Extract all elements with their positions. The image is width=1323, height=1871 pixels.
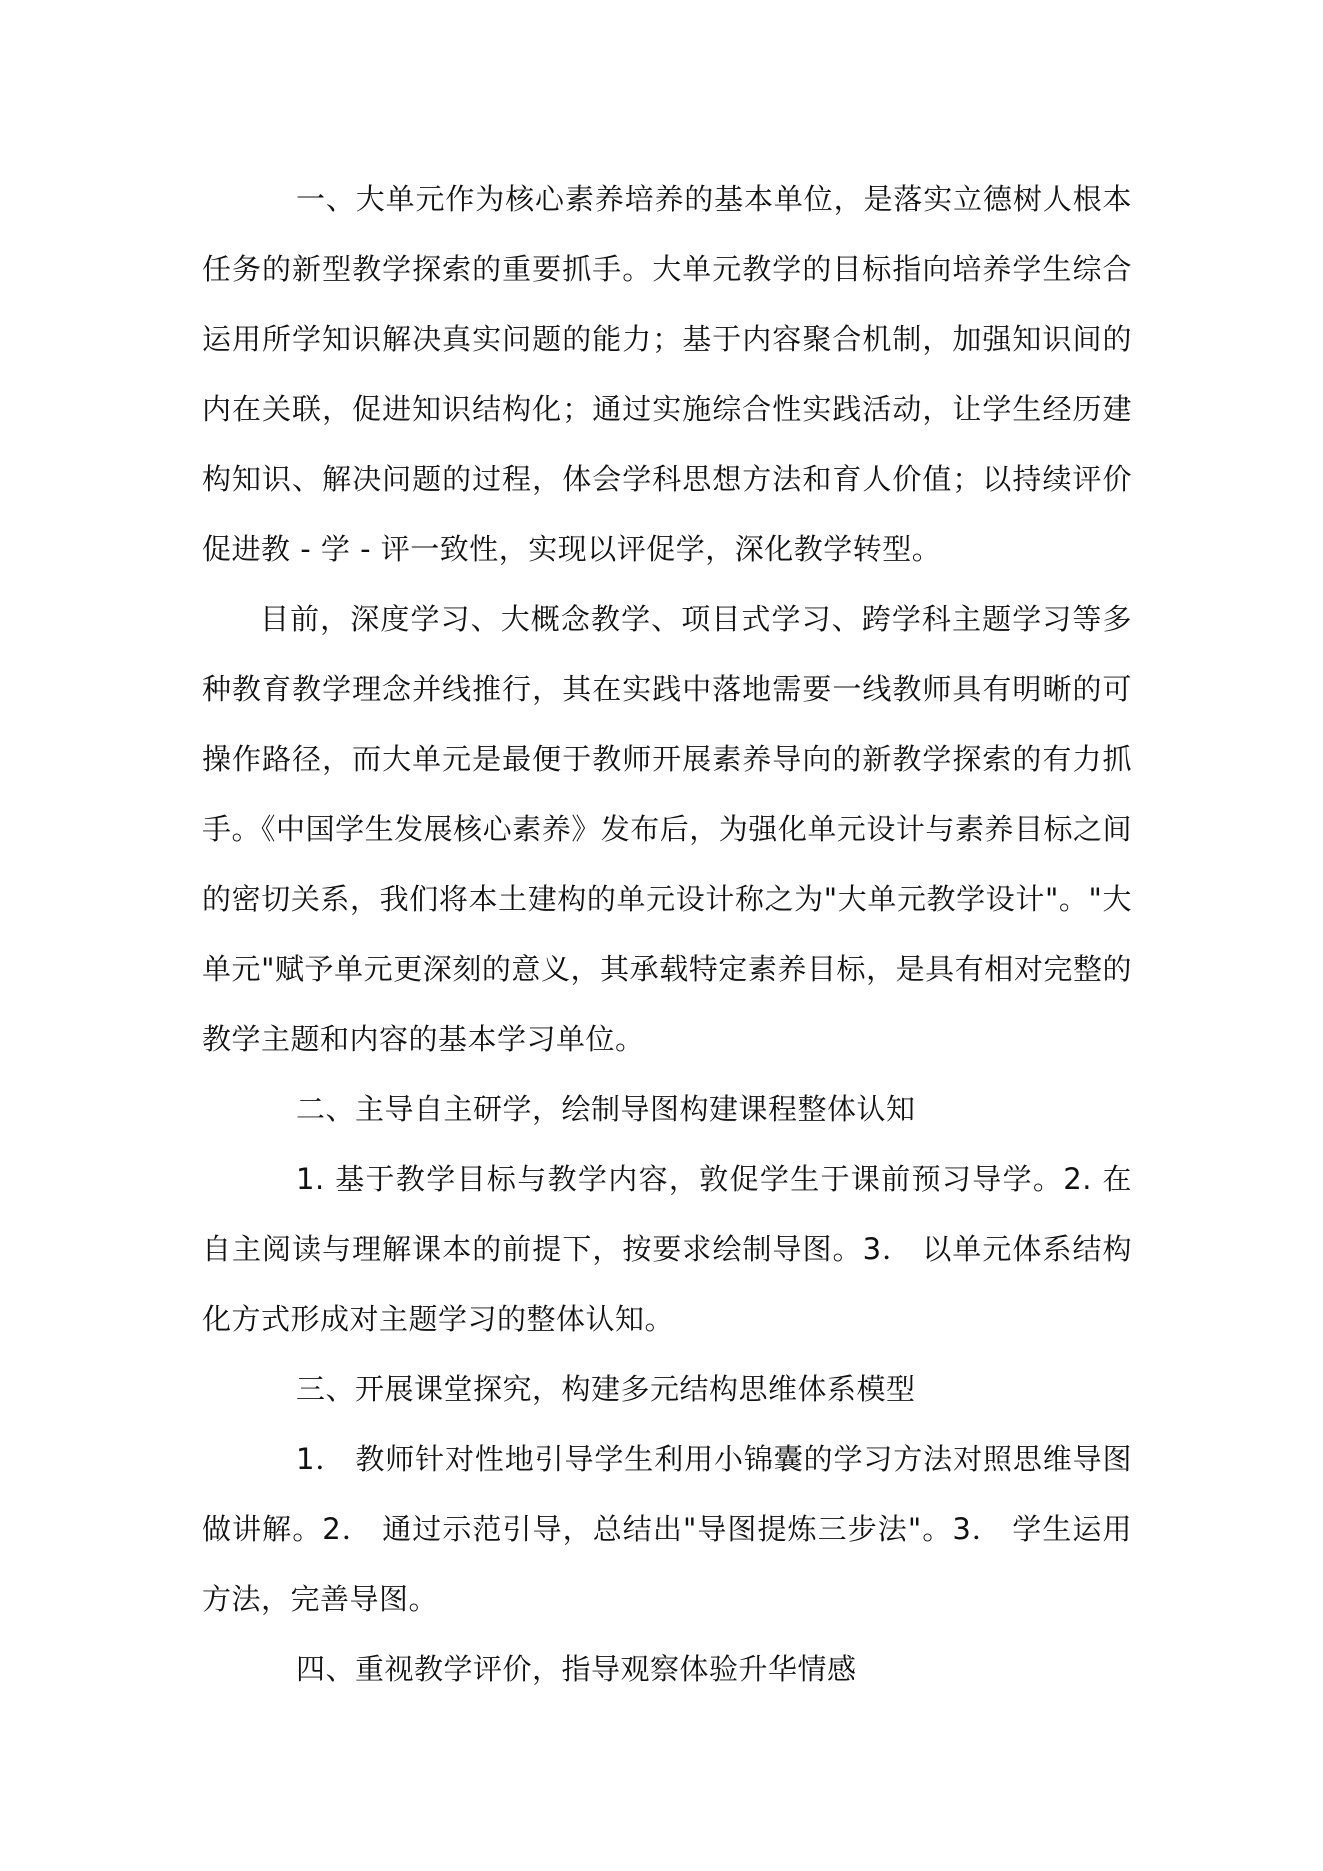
paragraph-section-three-steps: 1． 教师针对性地引导学生利用小锦囊的学习方法对照思维导图做讲解。2． 通过示范引导，总结出"导图提炼三步法"。3． 学生运用方法，完善导图。 — [202, 1442, 1132, 1616]
paragraph-current-context: 目前，深度学习、大概念教学、项目式学习、跨学科主题学习等多种教育教学理念并线推行，其在实践中落地需要一线教师具有明晰的可操作路径，而大单元是最便于教师开展素养导向的新教学探索的有力抓手。《中国学生发展核心素养》发布后，为强化单元设计与素养目标之间的密切关系，我们将本土建构的单元设计称之为"大单元教学设计"。"大单元"赋予单元更深刻的意义，其承载特定素养目标，是具有相对完整的教学主题和内容的基本学习单位。 — [202, 602, 1132, 1056]
paragraph-section-two-steps: 1. 基于教学目标与教学内容，敦促学生于课前预习导学。2. 在自主阅读与理解课本的前提下，按要求绘制导图。3． 以单元体系结构化方式形成对主题学习的整体认知。 — [202, 1162, 1132, 1336]
document-body — [202, 164, 1132, 1704]
heading-section-four: 四、重视教学评价，指导观察体验升华情感 — [296, 1652, 857, 1686]
heading-section-three: 三、开展课堂探究，构建多元结构思维体系模型 — [296, 1372, 916, 1406]
paragraph-section-one: 一、大单元作为核心素养培养的基本单位，是落实立德树人根本任务的新型教学探索的重要抓手。大单元教学的目标指向培养学生综合运用所学知识解决真实问题的能力；基于内容聚合机制，加强知识间的内在关联，促进知识结构化；通过实施综合性实践活动，让学生经历建构知识、解决问题的过程，体会学科思想方法和育人价值；以持续评价促进教 - 学 - 评一致性，实现以评促学，深化教学转型。 — [202, 182, 1132, 566]
heading-section-two: 二、主导自主研学，绘制导图构建课程整体认知 — [296, 1092, 916, 1126]
